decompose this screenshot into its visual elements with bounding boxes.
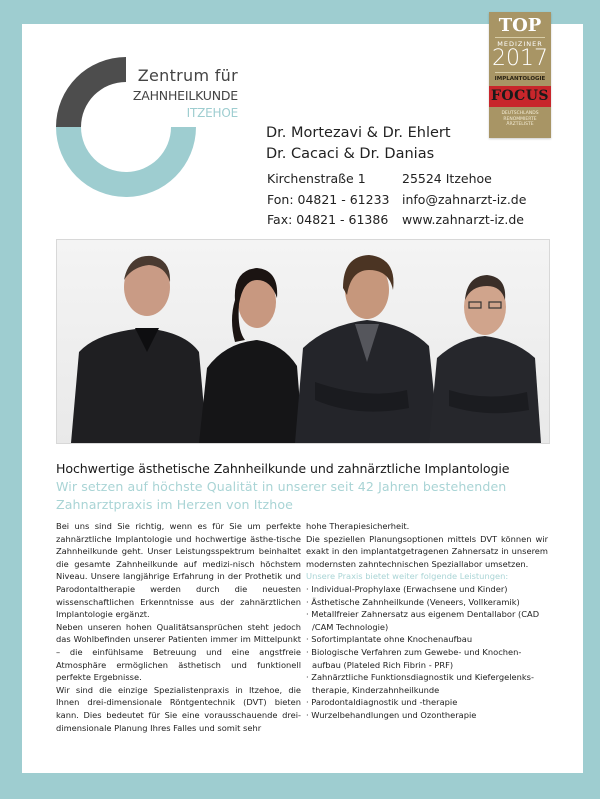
body-column-right (306, 520, 548, 722)
logo-text-line3: ITZEHOE (186, 106, 238, 120)
badge-top: TOP (498, 15, 542, 36)
phone-number: Fon: 04821 - 61233 (267, 192, 390, 207)
person-4 (429, 275, 541, 443)
team-photo (56, 239, 550, 444)
logo-text-line2: ZAHNHEILKUNDE (132, 88, 238, 103)
service-item: · Zahnärztliche Funktionsdiagnostik und Kiefergelenks-therapie, Kinderzahnheilkunde (306, 671, 548, 696)
fax-number: Fax: 04821 - 61386 (267, 212, 389, 227)
person-3 (295, 255, 439, 443)
address-street: Kirchenstraße 1 (267, 171, 366, 186)
body-paragraph: hohe Therapiesicherheit. (306, 521, 410, 531)
headline: Hochwertige ästhetische Zahnheilkunde und zahnärztliche Implantologie (56, 461, 510, 476)
body-column-left (56, 520, 301, 734)
focus-top-mediziner-badge (489, 12, 551, 138)
logo-ring-teal-segment (56, 127, 196, 197)
badge-sub-line: ÄRZTELISTE (506, 122, 534, 127)
address-city: 25524 Itzehoe (402, 171, 492, 186)
body-paragraph: Die speziellen Planungsoptionen mittels DVT können wir exakt in den implantatgetragenen Zahnersatz in unserem modernsten zahntechnischen Speziallabor umsetzen. (306, 533, 548, 569)
service-item: · Biologische Verfahren zum Gewebe- und Knochen-aufbau (Plateled Rich Fibrin - PRF) (306, 646, 548, 671)
service-item: · Sofortimplantate ohne Knochenaufbau (306, 633, 548, 646)
service-item: · Wurzelbehandlungen und Ozontherapie (306, 709, 548, 722)
service-item: · Individual-Prophylaxe (Erwachsene und Kinder) (306, 583, 548, 596)
badge-category: IMPLANTOLOGIE (494, 76, 546, 82)
logo-ring-dark-segment (56, 57, 126, 127)
badge-brand: FOCUS (489, 86, 551, 107)
doctor-names-line1: Dr. Mortezavi & Dr. Ehlert (266, 125, 451, 141)
body-paragraph: Bei uns sind Sie richtig, wenn es für Sie um perfekte zahnärztliche Implantologie und hochwertige ästhe-tische Zahnheilkunde geht. Unser Leistungsspektrum beinhaltet die gesamte Zahnheilkunde auf medizi-nisch höchstem Niveau. Unsere langjährige Erfahrung in der Prothetik und Parodontaltherapie werden durch die neuesten wissenschaftlichen Erkenntnisse aus der zahnärztlichen Implantologie ergänzt. (56, 521, 301, 620)
service-item: · Ästhetische Zahnheilkunde (Veneers, Vollkeramik) (306, 596, 548, 609)
subheadline: Wir setzen auf höchste Qualität in unserer seit 42 Jahren bestehenden Zahnarztpraxis im Herzen von Itzhoe (56, 479, 507, 512)
person-2 (199, 268, 303, 443)
badge-sub-line: RENOMMIERTE (503, 116, 537, 122)
body-paragraph: Wir sind die einzige Spezialistenpraxis in Itzehoe, die Ihnen drei-dimensionale Röntgentechnik (DVT) bieten kann. Dies bedeutet für Sie eine vorausschauende drei-dimensionale Planung Ihres Falles und somit sehr (56, 684, 301, 733)
services-list (306, 583, 548, 722)
doctor-names-line2: Dr. Cacaci & Dr. Danias (266, 146, 435, 162)
logo-text-line1: Zentrum für (137, 66, 238, 85)
badge-divider (495, 72, 545, 73)
service-item: · Metallfreier Zahnersatz aus eigenem Dentallabor (CAD /CAM Technologie) (306, 608, 548, 633)
person-1 (71, 256, 207, 443)
website-link[interactable]: www.zahnarzt-iz.de (402, 212, 524, 227)
email-link[interactable]: info@zahnarzt-iz.de (402, 192, 527, 207)
badge-subtitle (489, 111, 551, 128)
badge-year: 2017 (492, 46, 548, 71)
services-title: Unsere Praxis bietet weiter folgende Leistungen: (306, 571, 509, 582)
badge-mediziner: MEDIZINER (497, 40, 543, 48)
badge-divider (495, 37, 545, 38)
badge-sub-line: DEUTSCHLANDS (501, 111, 539, 116)
body-paragraph: Neben unseren hohen Qualitätsansprüchen steht jedoch das Wohlbefinden unserer Patienten immer im Mittelpunkt – die einfühlsame Betreuung und eine angstfreie Atmosphäre ermöglichen ästhetisch und funktionell perfekte Ergebnisse. (56, 621, 301, 683)
service-item: · Parodontaldiagnostik und -therapie (306, 696, 548, 709)
